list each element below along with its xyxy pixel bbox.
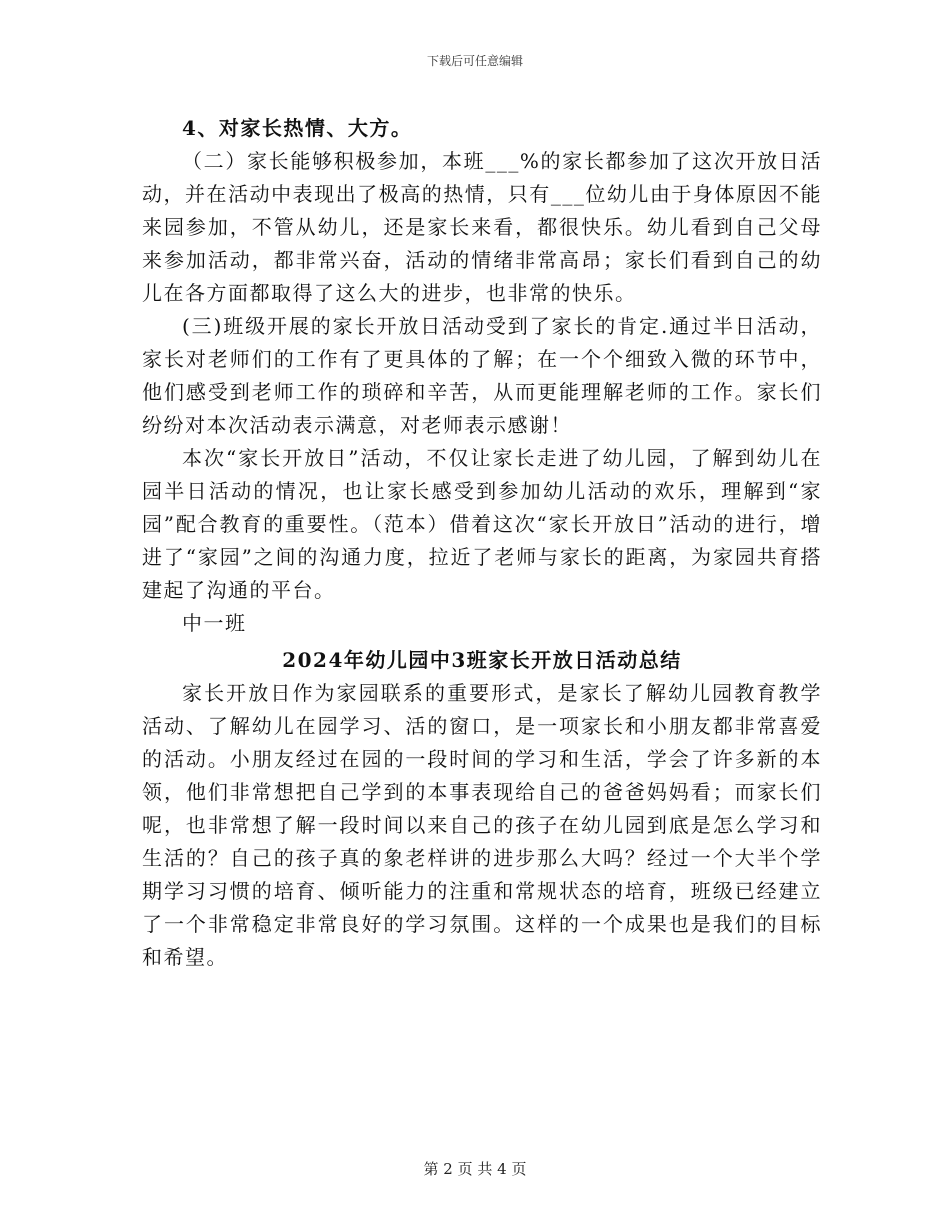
paragraph-summary: 本次“家长开放日”活动，不仅让家长走进了幼儿园，了解到幼儿在园半日活动的情况，也让家长感受到参加幼儿活动的欢乐，理解到“家园”配合教育的重要性。（范本）借着这次“家长开放日”活动的进行，增进了“家园”之间的沟通力度，拉近了老师与家长的距离，为家园共育搭建起了沟通的平台。 bbox=[142, 446, 822, 602]
document-body bbox=[142, 112, 822, 974]
list-item-4: 4、对家长热情、大方。 bbox=[182, 116, 413, 140]
header-note: 下载后可任意编辑 bbox=[426, 54, 523, 68]
signature: 中一班 bbox=[182, 611, 247, 635]
section-title: 2024年幼儿园中3班家长开放日活动总结 bbox=[282, 648, 682, 672]
page-number: 第 2 页 共 4 页 bbox=[423, 1160, 527, 1178]
paragraph-intro: 家长开放日作为家园联系的重要形式，是家长了解幼儿园教育教学活动、了解幼儿在园学习、活的窗口，是一项家长和小朋友都非常喜爱的活动。小朋友经过在园的一段时间的学习和生活，学会了许多新的本领，他们非常想把自己学到的本事表现给自己的爸爸妈妈看；而家长们呢，也非常想了解一段时间以来自己的孩子在幼儿园到底是怎么学习和生活的？自己的孩子真的象老样讲的进步那么大吗？经过一个大半个学期学习习惯的培育、倾听能力的注重和常规状态的培育，班级已经建立了一个非常稳定非常良好的学习氛围。这样的一个成果也是我们的目标和希望。 bbox=[142, 681, 822, 969]
paragraph-san: (三)班级开展的家长开放日活动受到了家长的肯定.通过半日活动，家长对老师们的工作有了更具体的了解；在一个个细致入微的环节中，他们感受到老师工作的琐碎和辛苦，从而更能理解老师的工作。家长们纷纷对本次活动表示满意，对老师表示感谢！ bbox=[142, 314, 822, 437]
paragraph-er: （二）家长能够积极参加，本班___%的家长都参加了这次开放日活动，并在活动中表现出了极高的热情，只有___位幼儿由于身体原因不能来园参加，不管从幼儿，还是家长来看，都很快乐。幼儿看到自己父母来参加活动，都非常兴奋，活动的情绪非常高昂；家长们看到自己的幼儿在各方面都取得了这么大的进步，也非常的快乐。 bbox=[142, 149, 822, 305]
